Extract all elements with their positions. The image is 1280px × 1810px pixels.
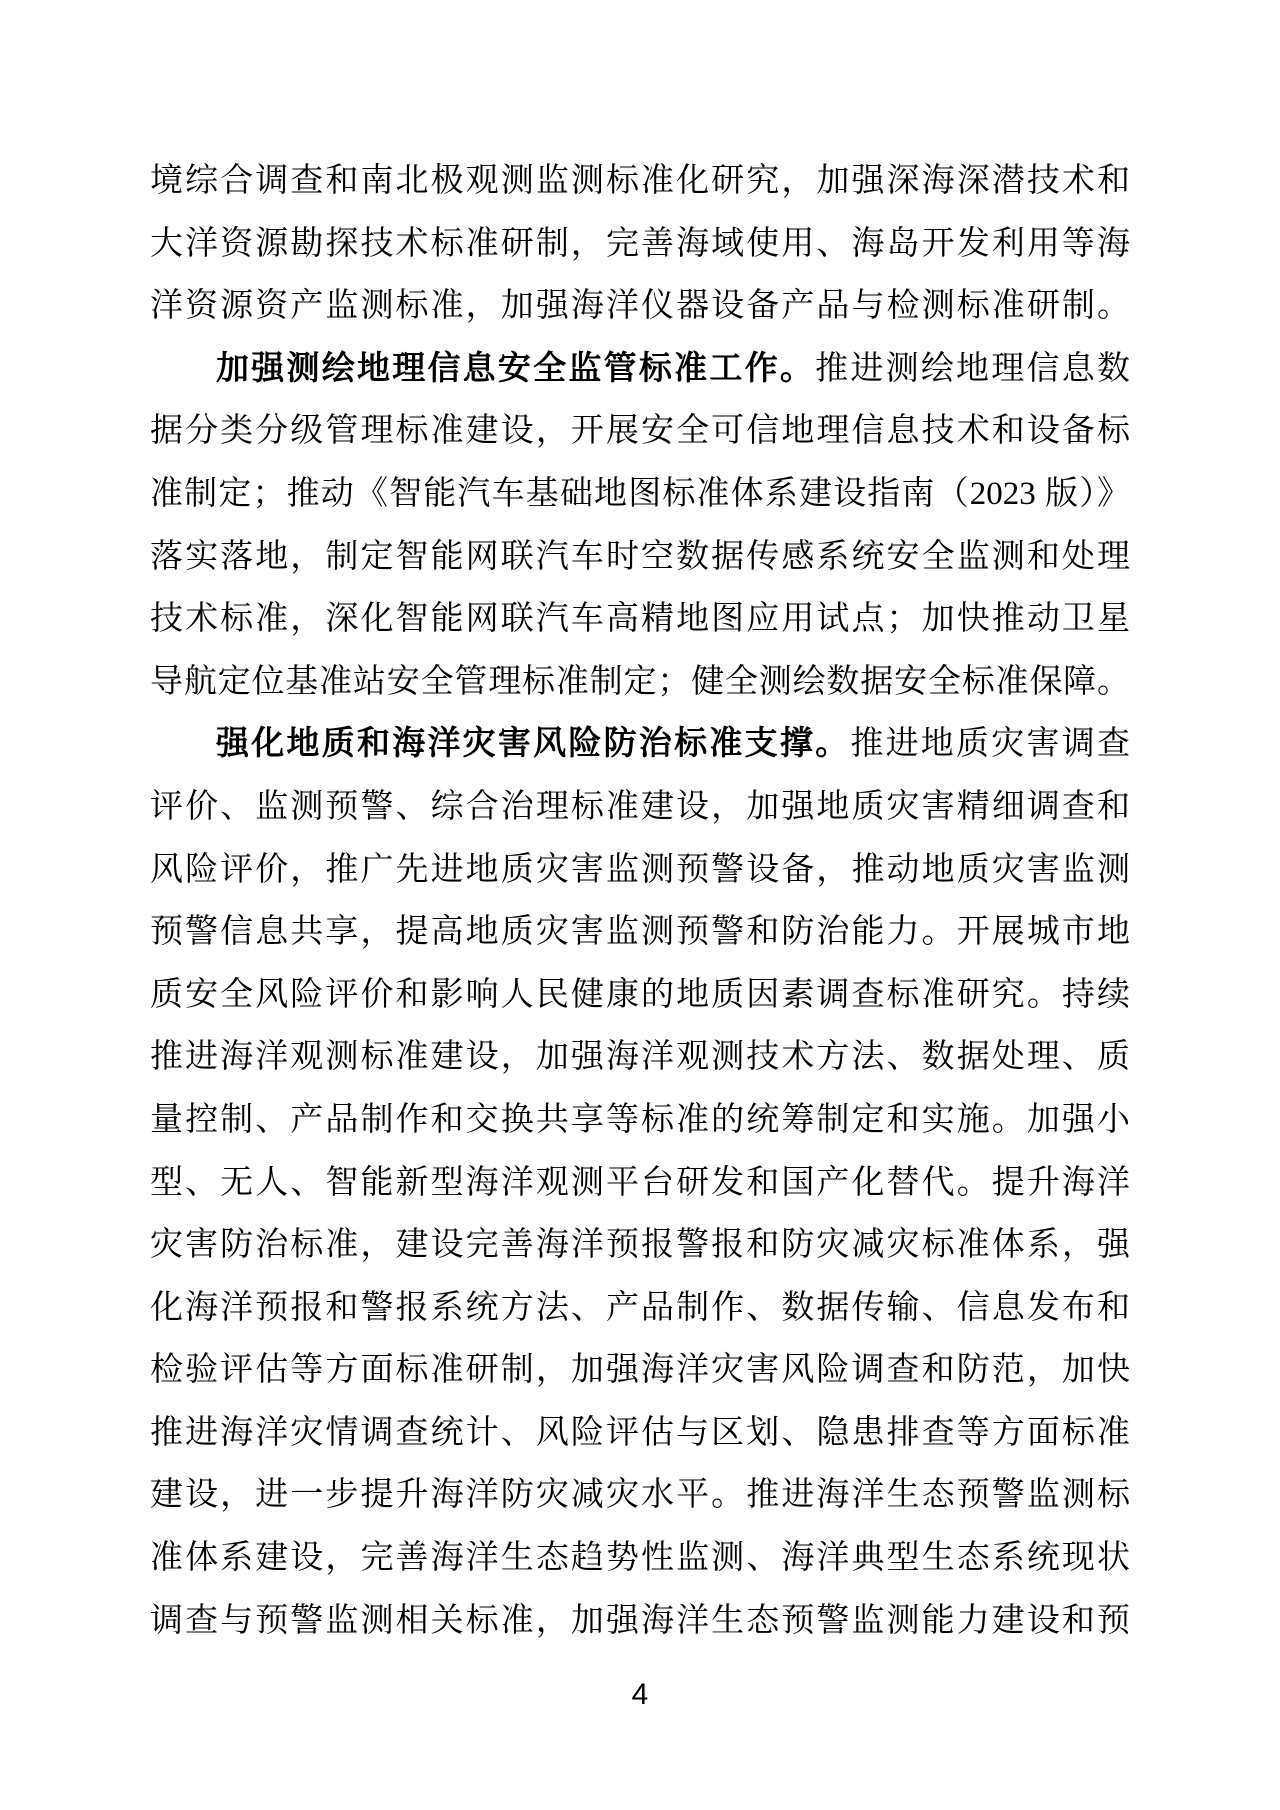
text-line: 境综合调查和南北极观测监测标准化研究，加强深海深潜技术和	[150, 163, 1130, 199]
paragraph-lead: 加强测绘地理信息安全监管标准工作。	[216, 350, 816, 387]
text-line: 预警信息共享，提高地质灾害监测预警和防治能力。开展城市地	[150, 914, 1130, 951]
text-line: 型、无人、智能新型海洋观测平台研发和国产化替代。提升海洋	[150, 1164, 1130, 1201]
text-line: 化海洋预报和警报系统方法、产品制作、数据传输、信息发布和	[150, 1289, 1130, 1326]
text-line: 推进海洋观测标准建设，加强海洋观测技术方法、数据处理、质	[150, 1039, 1130, 1076]
body-text	[150, 150, 1130, 1652]
text-line: 风险评价，推广先进地质灾害监测预警设备，推动地质灾害监测	[150, 851, 1130, 888]
text-line: 灾害防治标准，建设完善海洋预报警报和防灾减灾标准体系，强	[150, 1227, 1130, 1264]
text-line: 建设，进一步提升海洋防灾减灾水平。推进海洋生态预警监测标	[150, 1477, 1130, 1514]
text-line: 量控制、产品制作和交换共享等标准的统筹制定和实施。加强小	[150, 1101, 1130, 1138]
text-line: 调查与预警监测相关标准，加强海洋生态预警监测能力建设和预	[150, 1602, 1130, 1639]
paragraph-lead: 强化地质和海洋灾害风险防治标准支撑。	[216, 726, 851, 763]
text-line: 质安全风险评价和影响人民健康的地质因素调查标准研究。持续	[150, 976, 1130, 1013]
text-line: 准体系建设，完善海洋生态趋势性监测、海洋典型生态系统现状	[150, 1540, 1130, 1577]
text-line: 据分类分级管理标准建设，开展安全可信地理信息技术和设备标	[150, 413, 1130, 450]
text-line: 落实落地，制定智能网联汽车时空数据传感系统安全监测和处理	[150, 538, 1130, 575]
text-line: 强化地质和海洋灾害风险防治标准支撑。推进地质灾害调查	[216, 726, 1130, 763]
page-number: 4	[631, 1678, 649, 1711]
text-line: 洋资源资产监测标准，加强海洋仪器设备产品与检测标准研制。	[150, 288, 1130, 325]
text-line: 评价、监测预警、综合治理标准建设，加强地质灾害精细调查和	[150, 788, 1130, 825]
text-line: 大洋资源勘探技术标准研制，完善海域使用、海岛开发利用等海	[150, 225, 1130, 262]
text-line: 检验评估等方面标准研制，加强海洋灾害风险调查和防范，加快	[150, 1352, 1130, 1389]
text-line: 技术标准，深化智能网联汽车高精地图应用试点；加快推动卫星	[150, 601, 1130, 638]
text-line: 推进海洋灾情调查统计、风险评估与区划、隐患排查等方面标准	[150, 1414, 1130, 1451]
text-line: 准制定；推动《智能汽车基础地图标准体系建设指南（2023 版）》	[150, 475, 1130, 512]
text-line: 导航定位基准站安全管理标准制定；健全测绘数据安全标准保障。	[150, 663, 1130, 700]
text-line: 加强测绘地理信息安全监管标准工作。推进测绘地理信息数	[216, 350, 1130, 387]
